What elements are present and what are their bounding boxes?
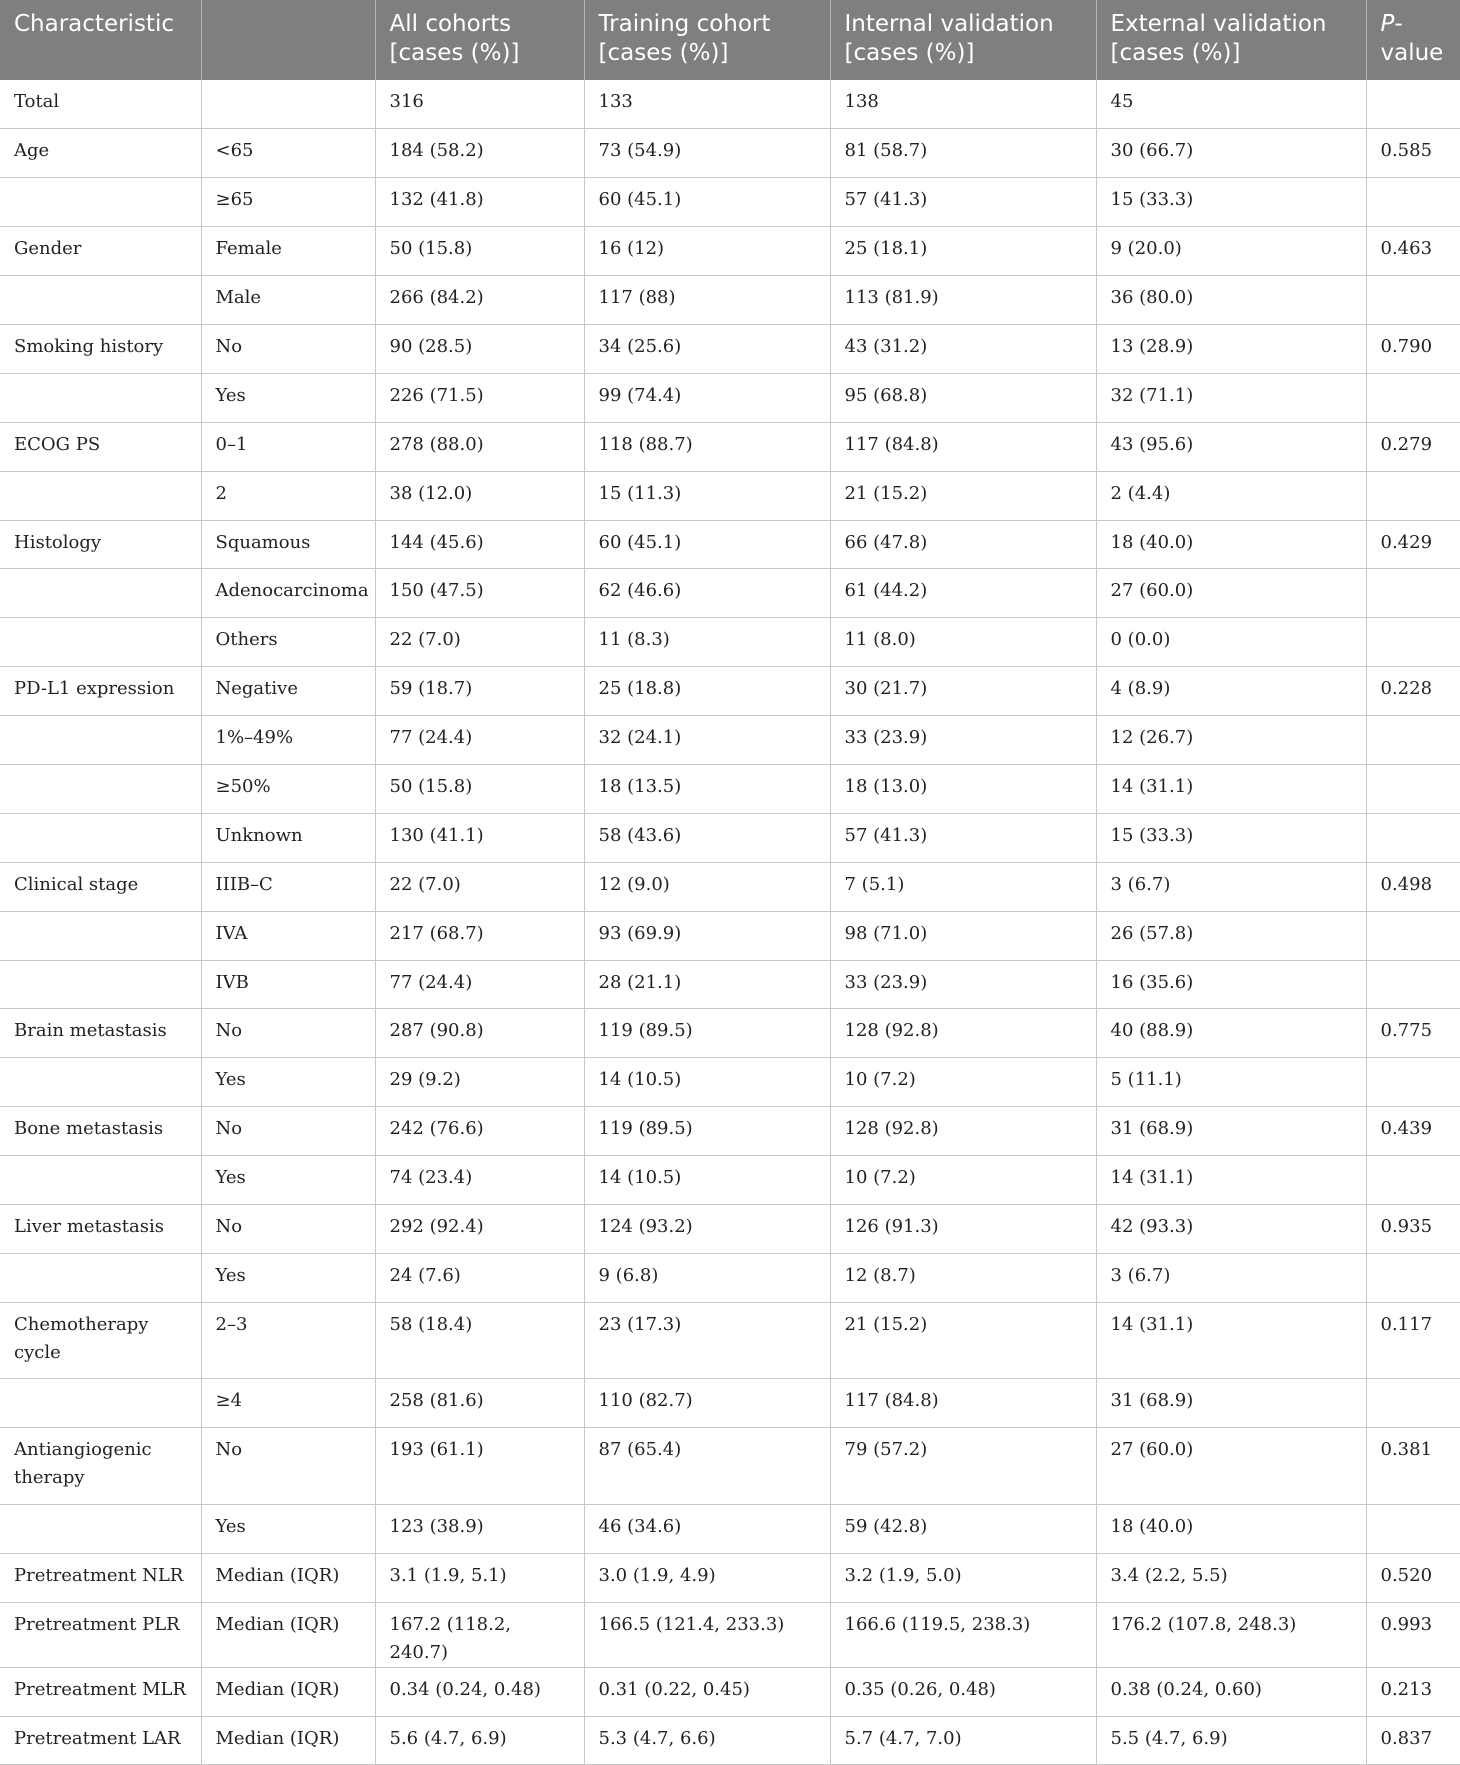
characteristic-cell xyxy=(0,960,201,1009)
category-cell: Yes xyxy=(201,1253,375,1302)
all-cohorts-cell: 287 (90.8) xyxy=(375,1009,584,1058)
internal-cell: 0.35 (0.26, 0.48) xyxy=(830,1667,1096,1716)
external-cell: 0.38 (0.24, 0.60) xyxy=(1096,1667,1366,1716)
internal-cell: 79 (57.2) xyxy=(830,1428,1096,1505)
p-value-cell xyxy=(1366,471,1460,520)
characteristic-cell: Gender xyxy=(0,227,201,276)
p-value-cell xyxy=(1366,716,1460,765)
internal-cell: 113 (81.9) xyxy=(830,276,1096,325)
characteristic-cell: Chemotherapy cycle xyxy=(0,1302,201,1379)
table-row xyxy=(0,1058,1460,1107)
characteristic-cell: Brain metastasis xyxy=(0,1009,201,1058)
all-cohorts-cell: 123 (38.9) xyxy=(375,1504,584,1553)
internal-cell: 33 (23.9) xyxy=(830,716,1096,765)
internal-cell: 59 (42.8) xyxy=(830,1504,1096,1553)
table-row xyxy=(0,422,1460,471)
characteristic-cell: Antiangiogenic therapy xyxy=(0,1428,201,1505)
all-cohorts-cell: 22 (7.0) xyxy=(375,862,584,911)
all-cohorts-cell: 58 (18.4) xyxy=(375,1302,584,1379)
p-value-cell: 0.117 xyxy=(1366,1302,1460,1379)
characteristic-cell xyxy=(0,471,201,520)
category-cell: Unknown xyxy=(201,813,375,862)
category-cell: Yes xyxy=(201,373,375,422)
p-value-cell: 0.520 xyxy=(1366,1553,1460,1602)
table-row xyxy=(0,862,1460,911)
table-row xyxy=(0,1107,1460,1156)
internal-cell: 21 (15.2) xyxy=(830,1302,1096,1379)
p-value-cell xyxy=(1366,764,1460,813)
external-cell: 5 (11.1) xyxy=(1096,1058,1366,1107)
all-cohorts-cell: 74 (23.4) xyxy=(375,1156,584,1205)
training-cell: 9 (6.8) xyxy=(584,1253,830,1302)
all-cohorts-cell: 77 (24.4) xyxy=(375,716,584,765)
table-row xyxy=(0,960,1460,1009)
category-cell: 2–3 xyxy=(201,1302,375,1379)
table-row xyxy=(0,1716,1460,1765)
training-cell: 3.0 (1.9, 4.9) xyxy=(584,1553,830,1602)
p-value-cell xyxy=(1366,1058,1460,1107)
internal-cell: 43 (31.2) xyxy=(830,324,1096,373)
training-cell: 46 (34.6) xyxy=(584,1504,830,1553)
table-body xyxy=(0,80,1460,1765)
table-row xyxy=(0,1302,1460,1379)
internal-cell: 25 (18.1) xyxy=(830,227,1096,276)
all-cohorts-cell: 266 (84.2) xyxy=(375,276,584,325)
external-cell: 27 (60.0) xyxy=(1096,1428,1366,1505)
category-cell: No xyxy=(201,1204,375,1253)
external-cell: 16 (35.6) xyxy=(1096,960,1366,1009)
table-row xyxy=(0,911,1460,960)
all-cohorts-cell: 29 (9.2) xyxy=(375,1058,584,1107)
all-cohorts-cell: 217 (68.7) xyxy=(375,911,584,960)
all-cohorts-cell: 258 (81.6) xyxy=(375,1379,584,1428)
characteristic-cell xyxy=(0,178,201,227)
category-cell: Female xyxy=(201,227,375,276)
p-value-cell xyxy=(1366,1156,1460,1205)
all-cohorts-cell: 242 (76.6) xyxy=(375,1107,584,1156)
all-cohorts-cell: 22 (7.0) xyxy=(375,618,584,667)
p-value-cell xyxy=(1366,1379,1460,1428)
characteristic-cell xyxy=(0,1253,201,1302)
external-cell: 42 (93.3) xyxy=(1096,1204,1366,1253)
category-cell: Median (IQR) xyxy=(201,1602,375,1667)
characteristic-cell xyxy=(0,1156,201,1205)
external-cell: 4 (8.9) xyxy=(1096,667,1366,716)
external-cell: 9 (20.0) xyxy=(1096,227,1366,276)
characteristic-cell: Pretreatment MLR xyxy=(0,1667,201,1716)
internal-cell: 81 (58.7) xyxy=(830,129,1096,178)
training-cell: 62 (46.6) xyxy=(584,569,830,618)
internal-cell: 98 (71.0) xyxy=(830,911,1096,960)
training-cell: 14 (10.5) xyxy=(584,1156,830,1205)
all-cohorts-cell: 38 (12.0) xyxy=(375,471,584,520)
header-training-cohort: Training cohort [cases (%)] xyxy=(584,0,830,80)
p-value-cell: 0.790 xyxy=(1366,324,1460,373)
table-row xyxy=(0,1379,1460,1428)
all-cohorts-cell: 24 (7.6) xyxy=(375,1253,584,1302)
training-cell: 73 (54.9) xyxy=(584,129,830,178)
characteristic-cell: ECOG PS xyxy=(0,422,201,471)
external-cell: 31 (68.9) xyxy=(1096,1379,1366,1428)
header-internal-validation: Internal validation [cases (%)] xyxy=(830,0,1096,80)
category-cell: 1%–49% xyxy=(201,716,375,765)
internal-cell: 5.7 (4.7, 7.0) xyxy=(830,1716,1096,1765)
training-cell: 16 (12) xyxy=(584,227,830,276)
training-cell: 87 (65.4) xyxy=(584,1428,830,1505)
all-cohorts-cell: 193 (61.1) xyxy=(375,1428,584,1505)
characteristic-cell: Total xyxy=(0,80,201,129)
category-cell: 2 xyxy=(201,471,375,520)
p-value-cell: 0.429 xyxy=(1366,520,1460,569)
all-cohorts-cell: 59 (18.7) xyxy=(375,667,584,716)
external-cell: 2 (4.4) xyxy=(1096,471,1366,520)
training-cell: 11 (8.3) xyxy=(584,618,830,667)
internal-cell: 126 (91.3) xyxy=(830,1204,1096,1253)
category-cell: Median (IQR) xyxy=(201,1667,375,1716)
category-cell: Negative xyxy=(201,667,375,716)
table-row xyxy=(0,129,1460,178)
internal-cell: 18 (13.0) xyxy=(830,764,1096,813)
external-cell: 45 xyxy=(1096,80,1366,129)
category-cell: 0–1 xyxy=(201,422,375,471)
p-value-cell xyxy=(1366,276,1460,325)
characteristic-cell: Pretreatment PLR xyxy=(0,1602,201,1667)
category-cell: IVA xyxy=(201,911,375,960)
category-cell: No xyxy=(201,324,375,373)
external-cell: 5.5 (4.7, 6.9) xyxy=(1096,1716,1366,1765)
characteristic-cell xyxy=(0,764,201,813)
training-cell: 119 (89.5) xyxy=(584,1009,830,1058)
all-cohorts-cell: 278 (88.0) xyxy=(375,422,584,471)
header-p-value xyxy=(1366,0,1460,80)
external-cell: 3 (6.7) xyxy=(1096,862,1366,911)
characteristic-cell: Histology xyxy=(0,520,201,569)
table-row xyxy=(0,569,1460,618)
training-cell: 117 (88) xyxy=(584,276,830,325)
table-row xyxy=(0,178,1460,227)
p-value-cell xyxy=(1366,373,1460,422)
all-cohorts-cell: 50 (15.8) xyxy=(375,227,584,276)
category-cell: Squamous xyxy=(201,520,375,569)
external-cell: 32 (71.1) xyxy=(1096,373,1366,422)
external-cell: 12 (26.7) xyxy=(1096,716,1366,765)
external-cell: 13 (28.9) xyxy=(1096,324,1366,373)
category-cell: No xyxy=(201,1107,375,1156)
p-value-cell xyxy=(1366,1253,1460,1302)
table-row xyxy=(0,276,1460,325)
external-cell: 14 (31.1) xyxy=(1096,764,1366,813)
category-cell: Yes xyxy=(201,1058,375,1107)
external-cell: 15 (33.3) xyxy=(1096,813,1366,862)
external-cell: 18 (40.0) xyxy=(1096,1504,1366,1553)
training-cell: 23 (17.3) xyxy=(584,1302,830,1379)
training-cell: 14 (10.5) xyxy=(584,1058,830,1107)
characteristic-cell xyxy=(0,276,201,325)
characteristic-cell: PD-L1 expression xyxy=(0,667,201,716)
characteristic-cell: Age xyxy=(0,129,201,178)
category-cell: Adenocarcinoma xyxy=(201,569,375,618)
external-cell: 14 (31.1) xyxy=(1096,1302,1366,1379)
category-cell: IIIB–C xyxy=(201,862,375,911)
internal-cell: 33 (23.9) xyxy=(830,960,1096,1009)
table-row xyxy=(0,80,1460,129)
all-cohorts-cell: 0.34 (0.24, 0.48) xyxy=(375,1667,584,1716)
characteristic-cell: Pretreatment NLR xyxy=(0,1553,201,1602)
internal-cell: 12 (8.7) xyxy=(830,1253,1096,1302)
table-row xyxy=(0,1204,1460,1253)
table-row xyxy=(0,667,1460,716)
training-cell: 118 (88.7) xyxy=(584,422,830,471)
characteristic-cell: Bone metastasis xyxy=(0,1107,201,1156)
p-value-cell: 0.993 xyxy=(1366,1602,1460,1667)
header-p-suffix: -value xyxy=(1380,11,1444,66)
characteristic-cell: Smoking history xyxy=(0,324,201,373)
characteristic-cell xyxy=(0,813,201,862)
table-row xyxy=(0,1553,1460,1602)
p-value-cell xyxy=(1366,618,1460,667)
internal-cell: 10 (7.2) xyxy=(830,1058,1096,1107)
training-cell: 34 (25.6) xyxy=(584,324,830,373)
p-value-cell xyxy=(1366,80,1460,129)
p-value-cell: 0.585 xyxy=(1366,129,1460,178)
external-cell: 43 (95.6) xyxy=(1096,422,1366,471)
p-value-cell: 0.837 xyxy=(1366,1716,1460,1765)
p-value-cell xyxy=(1366,569,1460,618)
table-row xyxy=(0,324,1460,373)
external-cell: 36 (80.0) xyxy=(1096,276,1366,325)
category-cell: Male xyxy=(201,276,375,325)
all-cohorts-cell: 3.1 (1.9, 5.1) xyxy=(375,1553,584,1602)
category-cell: Yes xyxy=(201,1504,375,1553)
p-value-cell: 0.935 xyxy=(1366,1204,1460,1253)
characteristic-cell xyxy=(0,1379,201,1428)
all-cohorts-cell: 144 (45.6) xyxy=(375,520,584,569)
training-cell: 5.3 (4.7, 6.6) xyxy=(584,1716,830,1765)
p-value-cell xyxy=(1366,1504,1460,1553)
internal-cell: 166.6 (119.5, 238.3) xyxy=(830,1602,1096,1667)
training-cell: 0.31 (0.22, 0.45) xyxy=(584,1667,830,1716)
category-cell: No xyxy=(201,1009,375,1058)
training-cell: 119 (89.5) xyxy=(584,1107,830,1156)
category-cell: Median (IQR) xyxy=(201,1716,375,1765)
all-cohorts-cell: 77 (24.4) xyxy=(375,960,584,1009)
all-cohorts-cell: 226 (71.5) xyxy=(375,373,584,422)
training-cell: 28 (21.1) xyxy=(584,960,830,1009)
characteristic-cell: Liver metastasis xyxy=(0,1204,201,1253)
p-value-cell: 0.439 xyxy=(1366,1107,1460,1156)
internal-cell: 57 (41.3) xyxy=(830,178,1096,227)
external-cell: 27 (60.0) xyxy=(1096,569,1366,618)
p-value-cell xyxy=(1366,178,1460,227)
all-cohorts-cell: 5.6 (4.7, 6.9) xyxy=(375,1716,584,1765)
table-row xyxy=(0,1504,1460,1553)
training-cell: 25 (18.8) xyxy=(584,667,830,716)
internal-cell: 66 (47.8) xyxy=(830,520,1096,569)
external-cell: 14 (31.1) xyxy=(1096,1156,1366,1205)
external-cell: 3 (6.7) xyxy=(1096,1253,1366,1302)
header-row xyxy=(0,0,1460,80)
category-cell: ≥65 xyxy=(201,178,375,227)
all-cohorts-cell: 132 (41.8) xyxy=(375,178,584,227)
p-value-cell: 0.498 xyxy=(1366,862,1460,911)
table-row xyxy=(0,1428,1460,1505)
characteristic-cell: Clinical stage xyxy=(0,862,201,911)
external-cell: 30 (66.7) xyxy=(1096,129,1366,178)
table-row xyxy=(0,764,1460,813)
training-cell: 110 (82.7) xyxy=(584,1379,830,1428)
training-cell: 60 (45.1) xyxy=(584,178,830,227)
p-value-cell: 0.775 xyxy=(1366,1009,1460,1058)
characteristic-cell xyxy=(0,911,201,960)
header-p-letter: P xyxy=(1380,11,1395,37)
category-cell: Median (IQR) xyxy=(201,1553,375,1602)
p-value-cell xyxy=(1366,813,1460,862)
p-value-cell xyxy=(1366,960,1460,1009)
internal-cell: 128 (92.8) xyxy=(830,1009,1096,1058)
table-row xyxy=(0,227,1460,276)
category-cell: Others xyxy=(201,618,375,667)
all-cohorts-cell: 292 (92.4) xyxy=(375,1204,584,1253)
p-value-cell: 0.213 xyxy=(1366,1667,1460,1716)
external-cell: 15 (33.3) xyxy=(1096,178,1366,227)
all-cohorts-cell: 167.2 (118.2, 240.7) xyxy=(375,1602,584,1667)
characteristic-cell xyxy=(0,716,201,765)
category-cell: ≥4 xyxy=(201,1379,375,1428)
table-row xyxy=(0,1009,1460,1058)
internal-cell: 30 (21.7) xyxy=(830,667,1096,716)
characteristic-cell: Pretreatment LAR xyxy=(0,1716,201,1765)
internal-cell: 11 (8.0) xyxy=(830,618,1096,667)
header-all-cohorts: All cohorts [cases (%)] xyxy=(375,0,584,80)
characteristic-cell xyxy=(0,373,201,422)
p-value-cell: 0.381 xyxy=(1366,1428,1460,1505)
internal-cell: 61 (44.2) xyxy=(830,569,1096,618)
external-cell: 26 (57.8) xyxy=(1096,911,1366,960)
internal-cell: 3.2 (1.9, 5.0) xyxy=(830,1553,1096,1602)
training-cell: 99 (74.4) xyxy=(584,373,830,422)
external-cell: 31 (68.9) xyxy=(1096,1107,1366,1156)
training-cell: 166.5 (121.4, 233.3) xyxy=(584,1602,830,1667)
characteristic-cell xyxy=(0,1058,201,1107)
category-cell: Yes xyxy=(201,1156,375,1205)
header-category xyxy=(201,0,375,80)
all-cohorts-cell: 184 (58.2) xyxy=(375,129,584,178)
internal-cell: 7 (5.1) xyxy=(830,862,1096,911)
internal-cell: 117 (84.8) xyxy=(830,1379,1096,1428)
internal-cell: 128 (92.8) xyxy=(830,1107,1096,1156)
all-cohorts-cell: 130 (41.1) xyxy=(375,813,584,862)
internal-cell: 21 (15.2) xyxy=(830,471,1096,520)
training-cell: 12 (9.0) xyxy=(584,862,830,911)
table-row xyxy=(0,618,1460,667)
table-row xyxy=(0,373,1460,422)
category-cell: IVB xyxy=(201,960,375,1009)
all-cohorts-cell: 150 (47.5) xyxy=(375,569,584,618)
table-row xyxy=(0,1602,1460,1667)
p-value-cell: 0.228 xyxy=(1366,667,1460,716)
characteristic-cell xyxy=(0,618,201,667)
training-cell: 32 (24.1) xyxy=(584,716,830,765)
p-value-cell: 0.279 xyxy=(1366,422,1460,471)
internal-cell: 138 xyxy=(830,80,1096,129)
training-cell: 18 (13.5) xyxy=(584,764,830,813)
table-row xyxy=(0,520,1460,569)
training-cell: 124 (93.2) xyxy=(584,1204,830,1253)
all-cohorts-cell: 50 (15.8) xyxy=(375,764,584,813)
table-row xyxy=(0,1667,1460,1716)
table-row xyxy=(0,471,1460,520)
table-row xyxy=(0,1156,1460,1205)
characteristic-cell xyxy=(0,569,201,618)
internal-cell: 10 (7.2) xyxy=(830,1156,1096,1205)
category-cell xyxy=(201,80,375,129)
table-header xyxy=(0,0,1460,80)
category-cell: <65 xyxy=(201,129,375,178)
table-row xyxy=(0,813,1460,862)
external-cell: 3.4 (2.2, 5.5) xyxy=(1096,1553,1366,1602)
internal-cell: 117 (84.8) xyxy=(830,422,1096,471)
p-value-cell xyxy=(1366,911,1460,960)
header-characteristic: Characteristic xyxy=(0,0,201,80)
internal-cell: 95 (68.8) xyxy=(830,373,1096,422)
training-cell: 133 xyxy=(584,80,830,129)
training-cell: 60 (45.1) xyxy=(584,520,830,569)
table-row xyxy=(0,1253,1460,1302)
category-cell: ≥50% xyxy=(201,764,375,813)
external-cell: 176.2 (107.8, 248.3) xyxy=(1096,1602,1366,1667)
header-external-validation: External validation [cases (%)] xyxy=(1096,0,1366,80)
all-cohorts-cell: 90 (28.5) xyxy=(375,324,584,373)
training-cell: 15 (11.3) xyxy=(584,471,830,520)
all-cohorts-cell: 316 xyxy=(375,80,584,129)
external-cell: 0 (0.0) xyxy=(1096,618,1366,667)
training-cell: 58 (43.6) xyxy=(584,813,830,862)
category-cell: No xyxy=(201,1428,375,1505)
characteristic-cell xyxy=(0,1504,201,1553)
table-row xyxy=(0,716,1460,765)
training-cell: 93 (69.9) xyxy=(584,911,830,960)
external-cell: 18 (40.0) xyxy=(1096,520,1366,569)
external-cell: 40 (88.9) xyxy=(1096,1009,1366,1058)
p-value-cell: 0.463 xyxy=(1366,227,1460,276)
internal-cell: 57 (41.3) xyxy=(830,813,1096,862)
